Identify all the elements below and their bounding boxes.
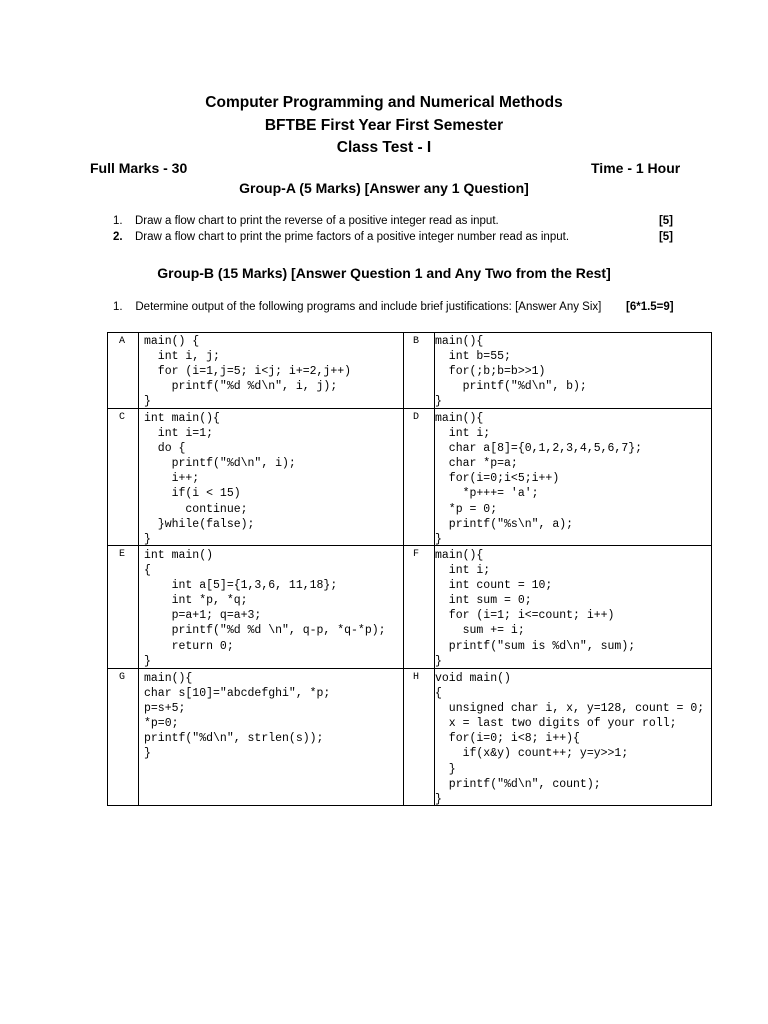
program-code: main(){ int i; int count = 10; int sum = 0; for (i=1; i<=count; i++) sum += i; printf("sum is %d\n", sum); }: [435, 549, 636, 668]
program-label: A: [119, 336, 126, 347]
group-a-heading: Group-A (5 Marks) [Answer any 1 Question]: [239, 180, 529, 196]
program-code: main(){ int b=55; for(;b;b=b>>1) printf("%d\n", b); }: [435, 335, 587, 409]
table-column-divider: [403, 333, 404, 805]
program-code: int main() { int a[5]={1,3,6, 11,18}; int *p, *q; p=a+1; q=a+3; printf("%d %d \n", q-p, *q-*p); return 0; }: [144, 549, 386, 668]
program-label: H: [413, 672, 420, 683]
full-marks: Full Marks - 30: [90, 160, 188, 176]
program-code: main(){ char s[10]="abcdefghi", *p; p=s+5; *p=0; printf("%d\n", strlen(s)); }: [144, 672, 331, 761]
question-text: Draw a flow chart to print the reverse of a positive integer read as input.: [135, 215, 499, 227]
program-code: main() { int i, j; for (i=1,j=5; i<j; i+=2,j++) printf("%d %d\n", i, j); }: [144, 335, 352, 409]
program-code: int main(){ int i=1; do { printf("%d\n", i); i++; if(i < 15) continue; }while(false); }: [144, 412, 296, 546]
program-label: G: [119, 672, 126, 683]
question-text: Draw a flow chart to print the prime factors of a positive integer number read as input.: [135, 231, 570, 243]
group-b-heading: Group-B (15 Marks) [Answer Question 1 and Any Two from the Rest]: [157, 265, 611, 281]
group-b-question-marks: [6*1.5=9]: [626, 301, 674, 313]
program-title: BFTBE First Year First Semester: [264, 117, 504, 134]
question-number: 1.: [113, 215, 123, 227]
test-title: Class Test - I: [336, 139, 432, 156]
question-marks: [5]: [658, 231, 673, 243]
time-limit: Time - 1 Hour: [591, 160, 681, 176]
program-label: D: [413, 412, 420, 423]
question-marks: [5]: [658, 215, 673, 227]
program-label: F: [413, 549, 420, 560]
question-number: 2.: [113, 231, 123, 243]
table-column-divider: [138, 333, 139, 805]
course-title: Computer Programming and Numerical Methods: [205, 94, 563, 111]
group-b-question-text: 1. Determine output of the following programs and include brief justifications: [Answer Any Six]: [113, 301, 602, 313]
program-table: [107, 332, 712, 806]
program-code: void main() { unsigned char i, x, y=128, count = 0; x = last two digits of your roll; for(i=0; i<8; i++){ if(x&y) count++; y=y>>1; } printf("%d\n", count); }: [435, 672, 705, 806]
program-label: C: [119, 412, 126, 423]
program-label: B: [413, 336, 420, 347]
program-code: main(){ int i; char a[8]={0,1,2,3,4,5,6,7}; char *p=a; for(i=0;i<5;i++) *p+++= 'a'; *p = 0; printf("%s\n", a); }: [435, 412, 643, 546]
program-label: E: [119, 549, 126, 560]
